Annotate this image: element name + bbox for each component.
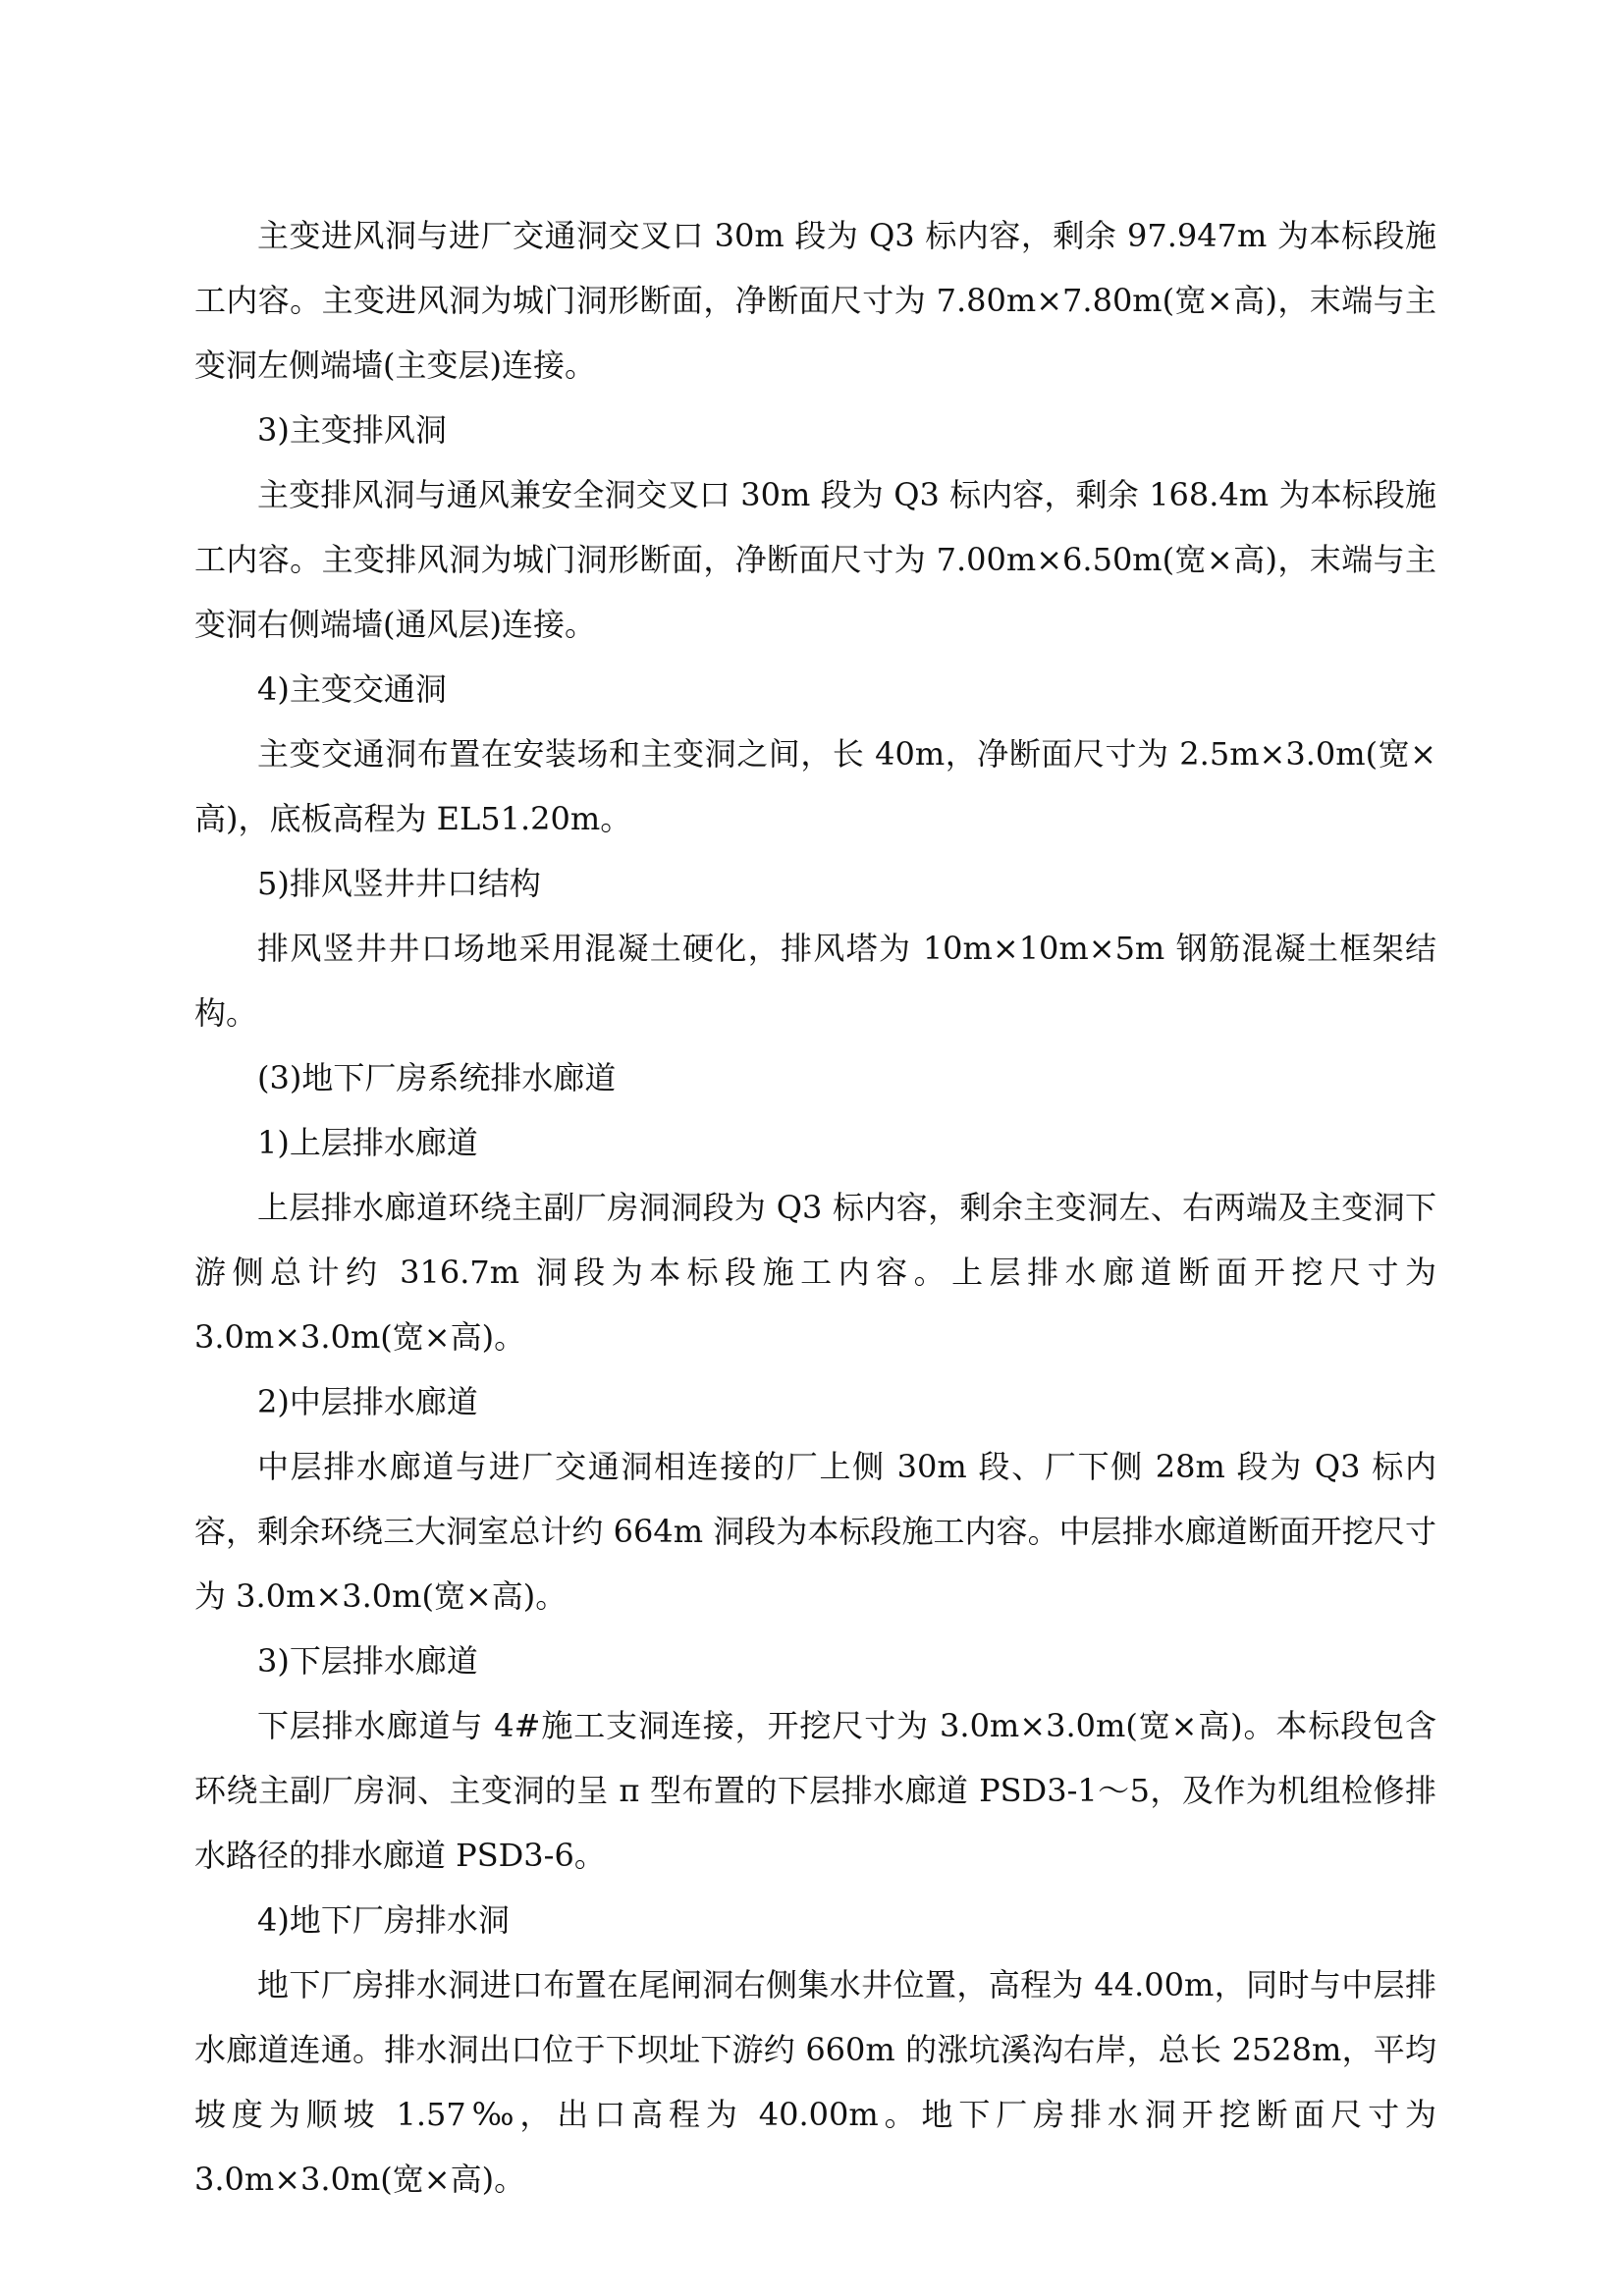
section-heading: (3)地下厂房系统排水廊道 <box>257 1059 617 1096</box>
section-heading: 3)下层排水廊道 <box>257 1642 478 1680</box>
body-paragraph: 上层排水廊道环绕主副厂房洞洞段为 Q3 标内容，剩余主变洞左、右两端及主变洞下游侧总计约 316.7m 洞段为本标段施工内容。上层排水廊道断面开挖尺寸为 3.0m×3.0m(宽×高)。 <box>194 1189 1436 1356</box>
body-paragraph: 主变排风洞与通风兼安全洞交叉口 30m 段为 Q3 标内容，剩余 168.4m 为本标段施工内容。主变排风洞为城门洞形断面，净断面尺寸为 7.00m×6.50m(宽×高)，末端与主变洞右侧端墙(通风层)连接。 <box>194 476 1436 643</box>
section-heading: 4)地下厂房排水洞 <box>257 1901 510 1939</box>
document-body <box>194 203 1436 2212</box>
body-paragraph: 下层排水廊道与 4#施工支洞连接，开挖尺寸为 3.0m×3.0m(宽×高)。本标段包含环绕主副厂房洞、主变洞的呈 π 型布置的下层排水廊道 PSD3-1～5，及作为机组检修排水路径的排水廊道 PSD3-6。 <box>194 1707 1436 1874</box>
body-paragraph: 主变进风洞与进厂交通洞交叉口 30m 段为 Q3 标内容，剩余 97.947m 为本标段施工内容。主变进风洞为城门洞形断面，净断面尺寸为 7.80m×7.80m(宽×高)，末端与主变洞左侧端墙(主变层)连接。 <box>194 217 1436 384</box>
body-paragraph: 中层排水廊道与进厂交通洞相连接的厂上侧 30m 段、厂下侧 28m 段为 Q3 标内容，剩余环绕三大洞室总计约 664m 洞段为本标段施工内容。中层排水廊道断面开挖尺寸为 3.0m×3.0m(宽×高)。 <box>194 1448 1436 1615</box>
section-heading: 2)中层排水廊道 <box>257 1383 478 1420</box>
section-heading: 4)主变交通洞 <box>257 670 447 708</box>
body-paragraph: 主变交通洞布置在安装场和主变洞之间，长 40m，净断面尺寸为 2.5m×3.0m(宽×高)，底板高程为 EL51.20m。 <box>194 735 1436 837</box>
section-heading: 3)主变排风洞 <box>257 411 447 449</box>
body-paragraph: 地下厂房排水洞进口布置在尾闸洞右侧集水井位置，高程为 44.00m，同时与中层排水廊道连通。排水洞出口位于下坝址下游约 660m 的涨坑溪沟右岸，总长 2528m，平均坡度为顺坡 1.57‰，出口高程为 40.00m。地下厂房排水洞开挖断面尺寸为 3.0m×3.0m(宽×高)。 <box>194 1966 1436 2198</box>
body-paragraph: 排风竖井井口场地采用混凝土硬化，排风塔为 10m×10m×5m 钢筋混凝土框架结构。 <box>194 930 1436 1032</box>
section-heading: 1)上层排水廊道 <box>257 1124 478 1161</box>
section-heading: 5)排风竖井井口结构 <box>257 865 541 902</box>
